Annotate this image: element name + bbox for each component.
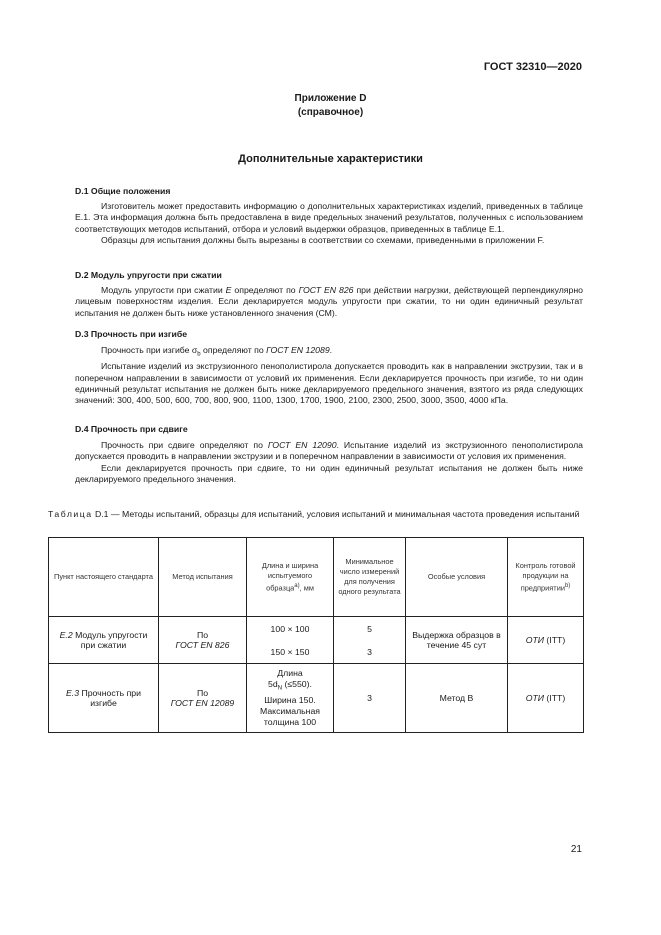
section-d4-body [75,440,583,486]
table-caption: Таблица D.1 — Методы испытаний, образцы для испытаний, условия испытаний и минимальная частота проведения испытаний [48,509,580,519]
row1-clause: Е.2 Модуль упругости при сжатии [49,617,159,664]
row2-method: По ГОСТ EN 12089 [159,664,247,733]
header-clause: Пункт настоящего стандарта [49,538,159,617]
section-d1-heading: D.1 Общие положения [75,186,171,196]
table-row [49,617,584,641]
row1-control: ОТИ (ITT) [508,617,584,664]
section-d2-heading: D.2 Модуль упругости при сжатии [75,270,222,280]
header-method: Метод испытания [159,538,247,617]
row1-min-2: 3 [334,640,406,664]
row2-clause: Е.3 Прочность при изгибе [49,664,159,733]
header-conditions: Особые условия [406,538,508,617]
header-size: Длина и ширина испытуемого образца$^{a)}$, мм [247,538,334,617]
d2-paragraph-1: Модуль упругости при сжатии E определяют по ГОСТ EN 826 при действии нагрузки, действующей перпендикулярно лицевым поверхностям изделия. Если декларируется модуль упругости при сжатии, то ни один единичный результат испытания не должен быть ниже установленного значения (СМ). [75,285,583,318]
row2-min: 3 [334,664,406,733]
row1-conditions: Выдержка образцов в течение 45 сут [406,617,508,664]
section-d3-heading: D.3 Прочность при изгибе [75,329,188,339]
row1-size-1: 100 × 100 [247,617,334,641]
annex-heading [0,92,661,120]
d4-paragraph-2: Если декларируется прочность при сдвиге, то ни один единичный результат испытания не должен быть ниже декларируемого предельного значения. [75,462,583,485]
d3-paragraph-1: Прочность при изгибе $\sigma_b$ определяют по ГОСТ EN 12089. [101,345,333,358]
table-row [49,664,584,733]
row2-conditions: Метод В [406,664,508,733]
d3-paragraph-2: Испытание изделий из экструзионного пенополистирола допускается проводить как в направлении экструзии, так и в поперечном направлении в зависимости от условий их применения. Если декларируется прочность при изгибе, то ни один единичный результат испытания не должен быть ниже декларируемого предельного значения, взятого из ряда следующих значений: 300, 400, 500, 600, 700, 800, 900, 1100, 1300, 1700, 1900, 2100, 2300, 2500, 3000, 3500, 4000 кПа. [75,361,583,406]
row1-size-2: 150 × 150 [247,640,334,664]
methods-table [48,537,584,733]
d1-paragraph-1: Изготовитель может предоставить информацию о дополнительных характеристиках изделий, приведенных в таблице Е.1. Эта информация должна быть предоставлена в виде предельных значений результатов, полученных с использованием соответствующих методов испытаний, отбора и условий выдержки образцов, приведенных в таблице Е.1. [75,201,583,234]
row1-min-1: 5 [334,617,406,641]
section-d2-body [75,285,583,319]
annex-status: (справочное) [297,107,364,118]
page-number: 21 [570,844,582,855]
header-control: Контроль готовой продукции на предприятии$^{b)}$ [508,538,584,617]
row1-method: По ГОСТ EN 826 [159,617,247,664]
annex-title: Приложение D [294,93,367,104]
row2-control: ОТИ (ITT) [508,664,584,733]
standard-number: ГОСТ 32310—2020 [483,61,582,73]
row2-size: Длина $5d_N$ (≤550). Ширина 150. Максимальная толщина 100 [247,664,334,733]
section-d3-body [75,345,583,407]
d4-paragraph-1: Прочность при сдвиге определяют по ГОСТ EN 12090. Испытание изделий из экструзионного пенополистирола допускается проводить в направлении экструзии и в поперечном направлении в зависимости от условия их применения. [75,440,583,462]
section-d4-heading: D.4 Прочность при сдвиге [75,424,188,434]
page-title: Дополнительные характеристики [238,153,423,165]
d1-paragraph-2: Образцы для испытания должны быть вырезаны в соответствии со схемами, приведенными в приложении F. [101,235,545,246]
section-d1-body [75,201,583,247]
header-min-measurements: Минимальное число измерений для получения одного результата [334,538,406,617]
table-header-row [49,538,584,617]
